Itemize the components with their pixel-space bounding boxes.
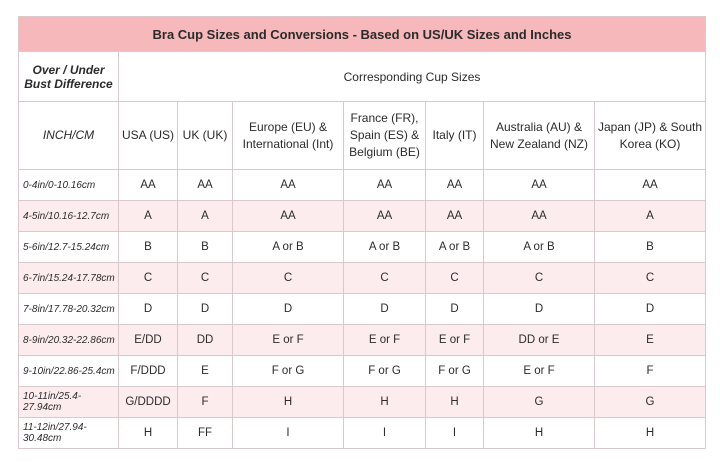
cup-size-cell-usa: A [119,201,178,232]
cup-size-cell-france: C [344,263,426,294]
cup-size-cell-australia: DD or E [484,325,595,356]
cup-size-cell-australia: H [484,418,595,449]
cup-size-cell-france: D [344,294,426,325]
cup-size-cell-europe: AA [233,201,344,232]
table-row [19,294,706,325]
row-measurement-cell: 6-7in/15.24-17.78cm [19,263,119,294]
cup-size-cell-france: F or G [344,356,426,387]
cup-size-cell-italy: E or F [426,325,484,356]
cup-size-cell-france: H [344,387,426,418]
cup-size-cell-uk: A [178,201,233,232]
column-header-europe: Europe (EU) & International (Int) [233,102,344,170]
row-measurement-cell: 10-11in/25.4-27.94cm [19,387,119,418]
row-measurement-cell: 5-6in/12.7-15.24cm [19,232,119,263]
cup-size-cell-france: E or F [344,325,426,356]
column-header-italy: Italy (IT) [426,102,484,170]
cup-size-cell-europe: AA [233,170,344,201]
cup-size-cell-japan: D [595,294,706,325]
cup-size-cell-italy: F or G [426,356,484,387]
table-row [19,356,706,387]
cup-size-cell-france: A or B [344,232,426,263]
column-header-usa: USA (US) [119,102,178,170]
cup-size-cell-usa: D [119,294,178,325]
row-measurement-cell: 9-10in/22.86-25.4cm [19,356,119,387]
cup-size-cell-japan: C [595,263,706,294]
cup-size-cell-japan: F [595,356,706,387]
table-row [19,387,706,418]
cup-size-cell-usa: F/DDD [119,356,178,387]
cup-size-cell-usa: B [119,232,178,263]
table-row [19,232,706,263]
column-header-uk: UK (UK) [178,102,233,170]
table-row [19,325,706,356]
cup-size-cell-usa: G/DDDD [119,387,178,418]
cup-size-cell-italy: C [426,263,484,294]
cup-size-cell-japan: B [595,232,706,263]
cup-size-cell-europe: A or B [233,232,344,263]
cup-size-cell-japan: A [595,201,706,232]
cup-size-cell-uk: DD [178,325,233,356]
cup-size-cell-europe: F or G [233,356,344,387]
row-measurement-cell: 11-12in/27.94-30.48cm [19,418,119,449]
column-header-japan: Japan (JP) & South Korea (KO) [595,102,706,170]
cup-size-cell-australia: G [484,387,595,418]
cup-size-cell-france: I [344,418,426,449]
cup-size-table [18,16,706,449]
table-row [19,418,706,449]
cup-size-cell-europe: I [233,418,344,449]
row-measurement-cell: 7-8in/17.78-20.32cm [19,294,119,325]
cup-size-cell-usa: C [119,263,178,294]
bust-header-line-2: Bust Difference [24,76,113,91]
cup-size-cell-uk: F [178,387,233,418]
cup-size-cell-uk: D [178,294,233,325]
bust-difference-header [19,52,119,102]
column-header-australia: Australia (AU) & New Zealand (NZ) [484,102,595,170]
table-row [19,170,706,201]
cup-size-cell-australia: AA [484,170,595,201]
cup-size-cell-australia: D [484,294,595,325]
row-measurement-cell: 8-9in/20.32-22.86cm [19,325,119,356]
cup-size-cell-australia: A or B [484,232,595,263]
cup-size-cell-uk: FF [178,418,233,449]
cup-size-cell-japan: E [595,325,706,356]
cup-size-cell-france: AA [344,170,426,201]
table-row [19,263,706,294]
cup-size-cell-australia: C [484,263,595,294]
cup-size-cell-europe: E or F [233,325,344,356]
cup-size-cell-italy: AA [426,170,484,201]
row-measurement-cell: 4-5in/10.16-12.7cm [19,201,119,232]
table-title: Bra Cup Sizes and Conversions - Based on US/UK Sizes and Inches [19,17,706,52]
corresponding-cup-sizes-header: Corresponding Cup Sizes [119,52,706,102]
cup-size-cell-usa: H [119,418,178,449]
bust-header-line-1: Over / Under [32,62,105,77]
column-header-france: France (FR), Spain (ES) & Belgium (BE) [344,102,426,170]
cup-size-cell-usa: AA [119,170,178,201]
cup-size-cell-uk: AA [178,170,233,201]
cup-size-cell-europe: D [233,294,344,325]
cup-size-cell-europe: C [233,263,344,294]
cup-size-cell-italy: AA [426,201,484,232]
cup-size-cell-usa: E/DD [119,325,178,356]
cup-size-cell-japan: H [595,418,706,449]
cup-size-cell-italy: I [426,418,484,449]
cup-size-cell-uk: B [178,232,233,263]
cup-size-cell-italy: D [426,294,484,325]
cup-size-cell-italy: H [426,387,484,418]
cup-size-cell-europe: H [233,387,344,418]
cup-size-cell-uk: E [178,356,233,387]
cup-size-cell-japan: AA [595,170,706,201]
cup-size-cell-australia: E or F [484,356,595,387]
cup-size-table-container [18,16,705,449]
cup-size-cell-uk: C [178,263,233,294]
cup-size-cell-france: AA [344,201,426,232]
cup-size-cell-japan: G [595,387,706,418]
table-row [19,201,706,232]
cup-size-cell-italy: A or B [426,232,484,263]
cup-size-cell-australia: AA [484,201,595,232]
row-measurement-cell: 0-4in/0-10.16cm [19,170,119,201]
column-header-measurement: INCH/CM [19,102,119,170]
